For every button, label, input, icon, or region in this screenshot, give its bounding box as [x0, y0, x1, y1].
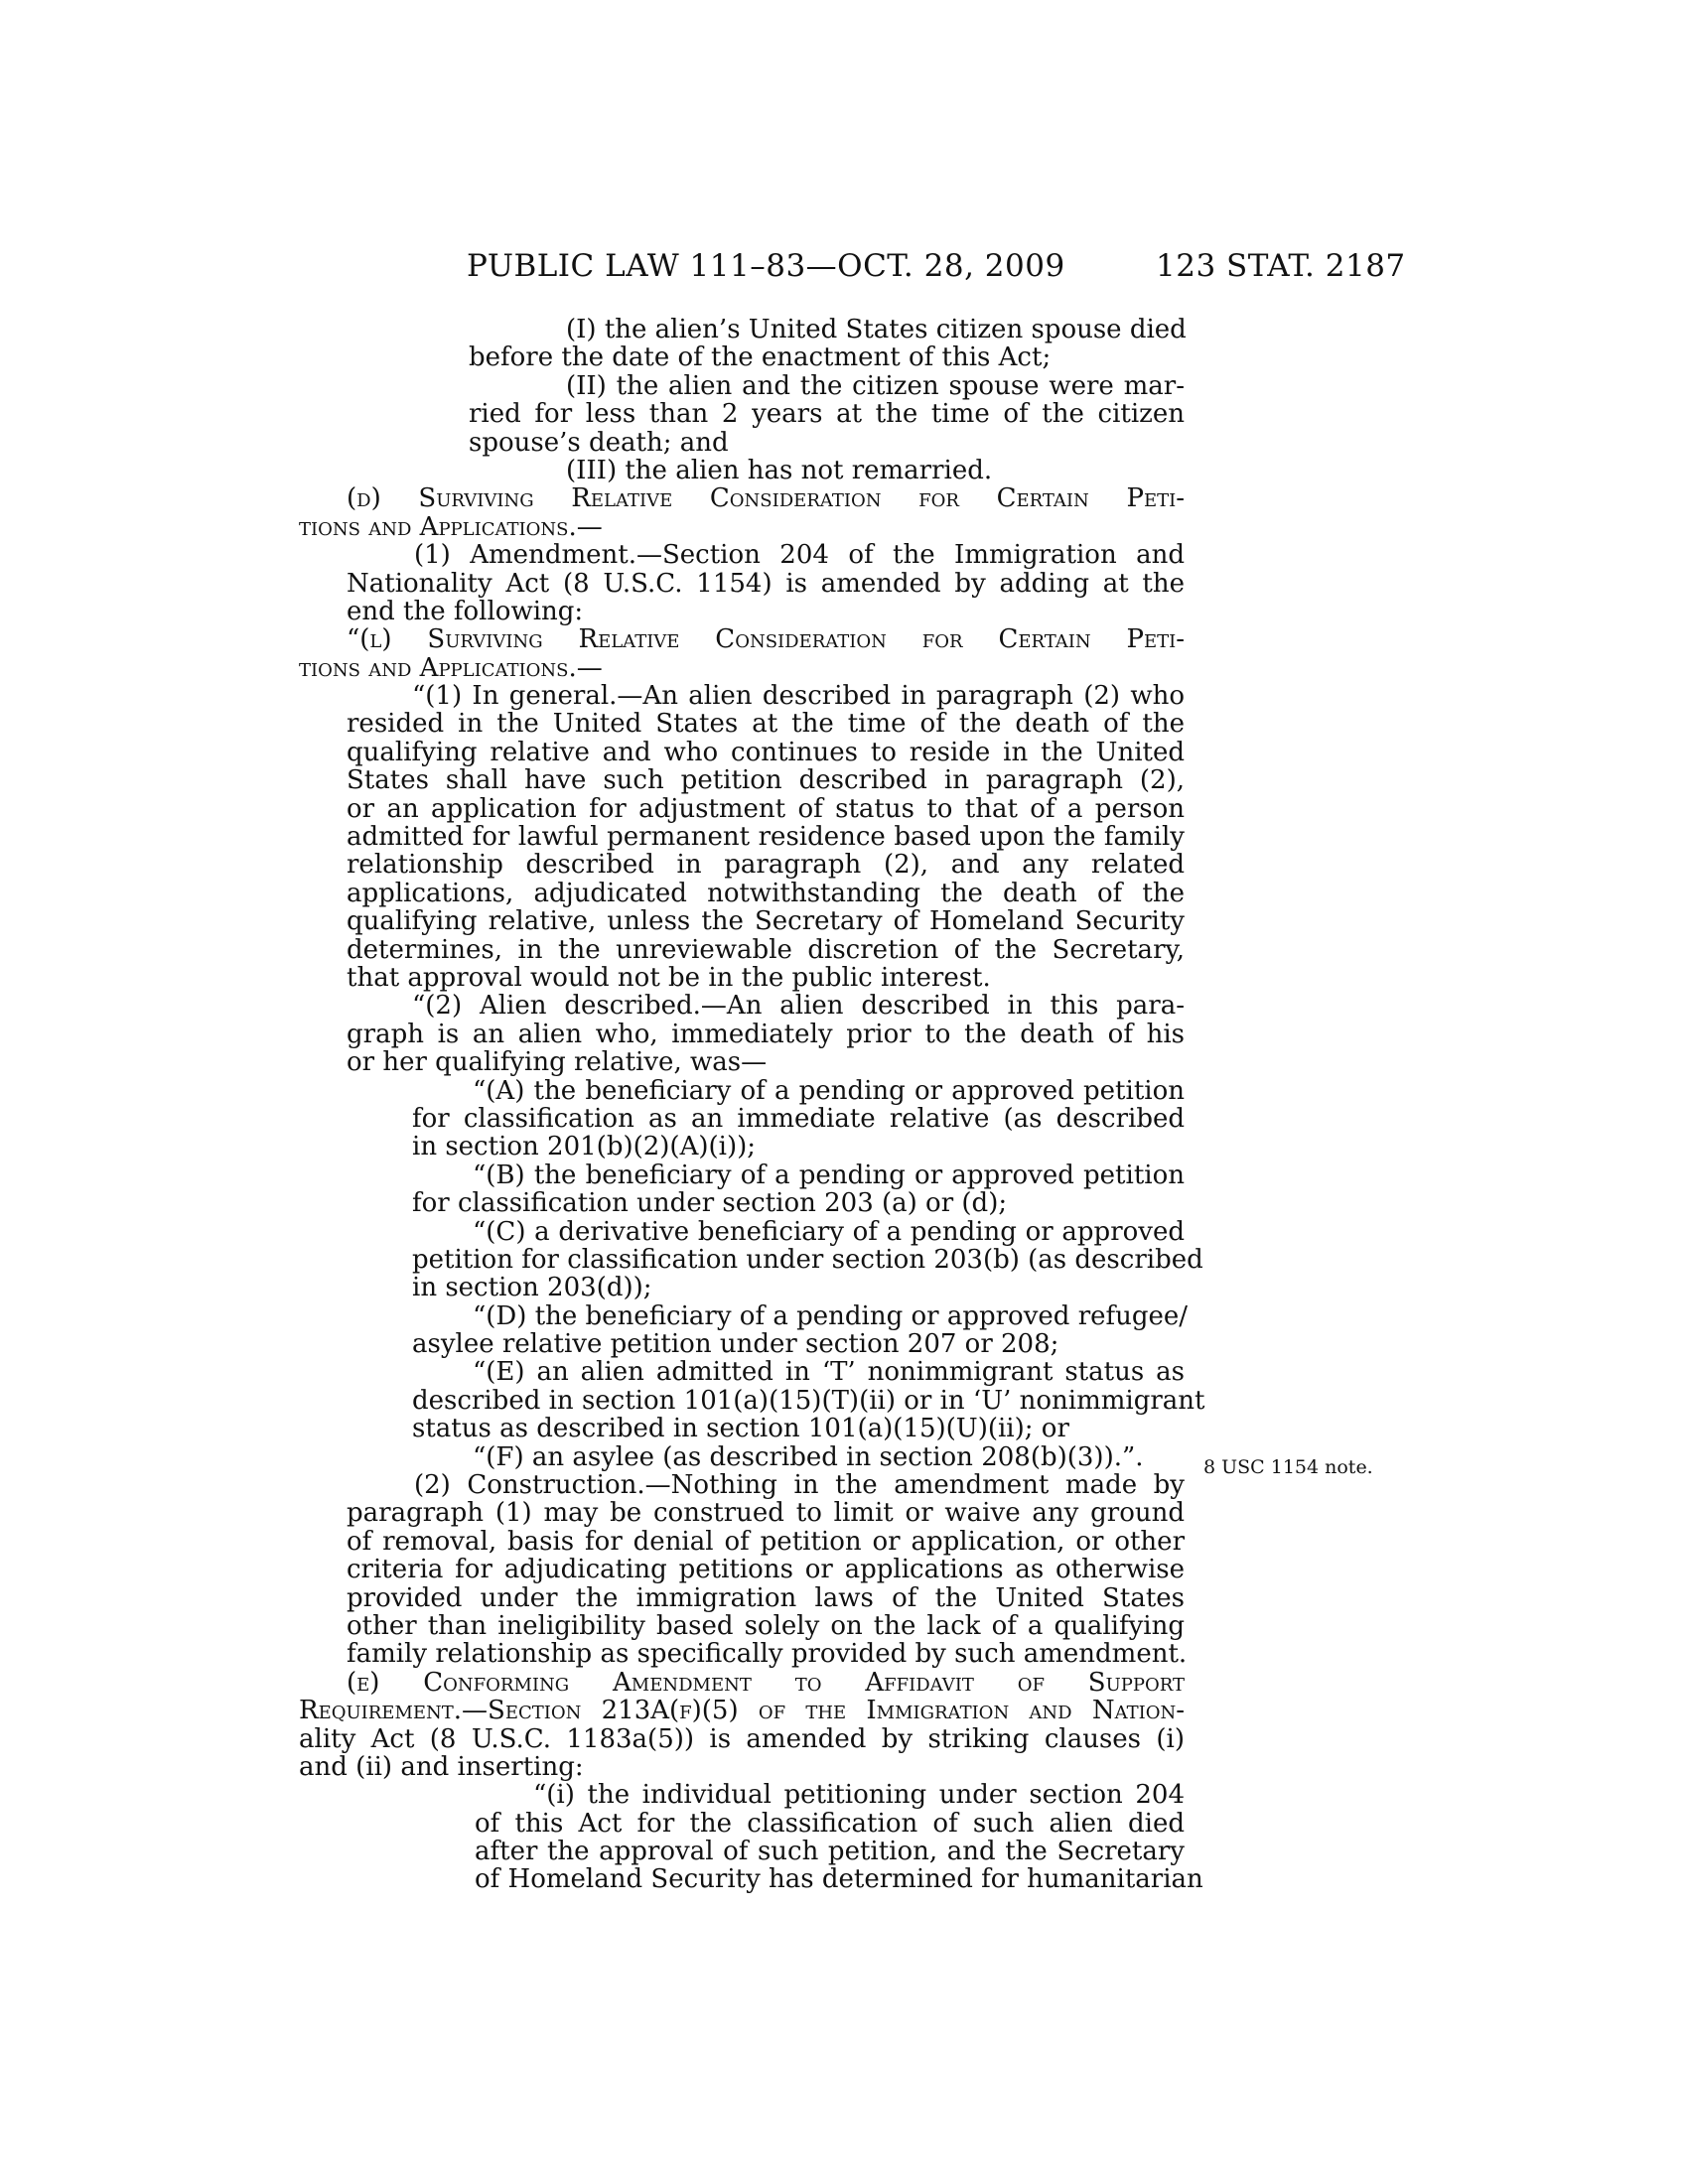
- running-head-stat-page: 123 STAT. 2187: [1156, 248, 1406, 284]
- text-line: (III) the alien has not remarried.: [566, 455, 993, 485]
- text-line: relationship described in paragraph (2), and any related: [347, 850, 1185, 881]
- text-line: resided in the United States at the time of the death of the: [347, 709, 1185, 740]
- text-line: “(1) In general.—An alien described in paragraph (2) who: [412, 681, 1185, 712]
- text-line: before the date of the enactment of this Act;: [469, 342, 1052, 373]
- text-line: (I) the alien’s United States citizen spouse died: [566, 315, 1187, 344]
- text-line: petition for classification under section 203(b) (as described: [412, 1244, 1203, 1275]
- text-line: “(i) the individual petitioning under section 204: [533, 1780, 1185, 1811]
- text-line: provided under the immigration laws of the United States: [347, 1582, 1185, 1613]
- subsection-heading-line: tions and Applications.—: [299, 652, 603, 683]
- text-line: “(D) the beneficiary of a pending or approved refugee/: [473, 1300, 1189, 1331]
- subsection-heading-line: (d) Surviving Relative Consideration for Certain Peti-: [347, 483, 1185, 514]
- text-line: graph is an alien who, immediately prior to the death of his: [347, 1019, 1185, 1049]
- text-line: “(C) a derivative beneficiary of a pending or approved: [473, 1216, 1185, 1247]
- text-line: in section 203(d));: [412, 1273, 652, 1303]
- text-line: asylee relative petition under section 207 or 208;: [412, 1329, 1059, 1360]
- text-line: determines, in the unreviewable discretion of the Secretary,: [347, 934, 1185, 965]
- text-line: status as described in section 101(a)(15)(U)(ii); or: [412, 1414, 1069, 1444]
- subsection-heading-line: “(l) Surviving Relative Consideration for Certain Peti-: [347, 624, 1185, 655]
- text-line: qualifying relative, unless the Secretary of Homeland Security: [347, 906, 1185, 937]
- text-line: “(B) the beneficiary of a pending or approved petition: [473, 1160, 1185, 1190]
- subsection-heading-line: tions and Applications.—: [299, 511, 603, 542]
- text-line: ried for less than 2 years at the time of the citizen: [469, 399, 1185, 430]
- text-line: ality Act (8 U.S.C. 1183a(5)) is amended by striking clauses (i): [299, 1723, 1185, 1754]
- subsection-heading-line: (e) Conforming Amendment to Affidavit of Support: [347, 1667, 1185, 1698]
- margin-citation-note: 8 USC 1154 note.: [1203, 1456, 1373, 1478]
- text-line: qualifying relative and who continues to reside in the United: [347, 737, 1185, 767]
- text-line: of removal, basis for denial of petition or application, or other: [347, 1526, 1185, 1557]
- text-line: (1) Amendment.—Section 204 of the Immigration and: [414, 540, 1185, 571]
- text-line: end the following:: [347, 596, 584, 626]
- text-line: (2) Construction.—Nothing in the amendment made by: [414, 1470, 1185, 1501]
- text-line: described in section 101(a)(15)(T)(ii) or in ‘U’ nonimmigrant: [412, 1385, 1205, 1416]
- text-line: applications, adjudicated notwithstanding the death of the: [347, 878, 1185, 908]
- text-line: States shall have such petition described in paragraph (2),: [347, 765, 1185, 796]
- text-line: of this Act for the classification of such alien died: [475, 1808, 1185, 1839]
- text-line: Requirement.—Section 213A(f)(5) of the Immigration and Nation-: [299, 1696, 1185, 1726]
- text-line: for classification under section 203 (a) or (d);: [412, 1188, 1008, 1219]
- text-line: paragraph (1) may be construed to limit or waive any ground: [347, 1498, 1185, 1529]
- text-line: spouse’s death; and: [469, 427, 729, 458]
- text-line: other than ineligibility based solely on the lack of a qualifying: [347, 1610, 1185, 1641]
- text-line: in section 201(b)(2)(A)(i));: [412, 1132, 756, 1162]
- statute-body-text: [299, 315, 1205, 1895]
- text-line: of Homeland Security has determined for humanitarian: [475, 1864, 1203, 1895]
- text-line: Nationality Act (8 U.S.C. 1154) is amended by adding at the: [347, 568, 1185, 599]
- running-head-title: PUBLIC LAW 111–83—OCT. 28, 2009: [467, 248, 1065, 284]
- text-line: admitted for lawful permanent residence based upon the family: [347, 822, 1185, 853]
- text-line: “(E) an alien admitted in ‘T’ nonimmigrant status as: [473, 1357, 1185, 1388]
- text-line: that approval would not be in the public interest.: [347, 962, 991, 993]
- text-line: “(A) the beneficiary of a pending or approved petition: [473, 1075, 1185, 1106]
- text-line: “(2) Alien described.—An alien described in this para-: [412, 991, 1185, 1022]
- text-line: or an application for adjustment of status to that of a person: [347, 793, 1185, 824]
- text-line: and (ii) and inserting:: [299, 1751, 584, 1782]
- text-line: (II) the alien and the citizen spouse were mar-: [566, 370, 1185, 401]
- text-line: criteria for adjudicating petitions or applications as otherwise: [347, 1555, 1185, 1585]
- text-line: family relationship as specifically provided by such amendment.: [347, 1639, 1188, 1670]
- text-line: after the approval of such petition, and the Secretary: [475, 1837, 1185, 1867]
- text-line: for classification as an immediate relative (as described: [412, 1103, 1185, 1134]
- text-line: or her qualifying relative, was—: [347, 1047, 768, 1078]
- text-line: “(F) an asylee (as described in section 208(b)(3)).”.: [473, 1441, 1144, 1472]
